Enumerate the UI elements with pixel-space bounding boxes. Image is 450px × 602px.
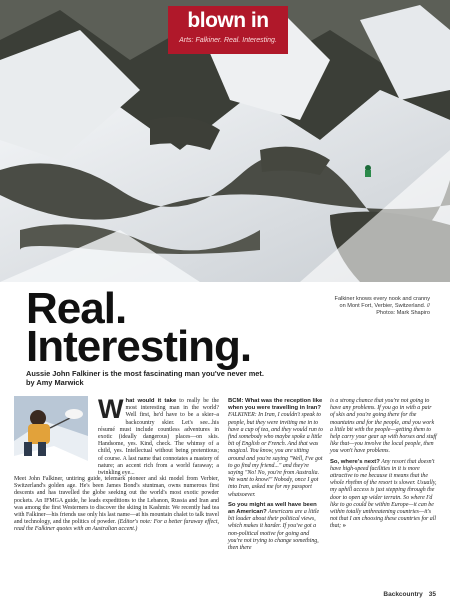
deck-text: Aussie John Falkiner is the most fascinating man you've never met. xyxy=(26,369,264,378)
editor-note: (Editor's note: For a better faraway effect, read the Falkiner quotes with an Australian accent.) xyxy=(14,519,219,533)
intro-body: to really be the most interesting man in the world? Well first, he'd have to be a skier–a backcountry skier. Let's see...his résumé must include countless adventures in exotic (ideally dangerous) places—on skis. Handsome, yes. Kind, check. The whimsy of a child, yes. Intellectual without being pretentious; of course. A last name that connotates a mastery of nature; an accent rich from a world faraway; a twinkling eye... xyxy=(98,398,219,477)
section-tag xyxy=(168,6,288,54)
section-subtitle: Arts: Falkiner. Real. Interesting. xyxy=(179,37,277,44)
skier-portrait-image xyxy=(14,396,88,474)
section-title: blown in xyxy=(187,9,269,32)
answer-american: Americans are a little bit louder about their political views, which makes it harder. If you've got a non-political motive for going and you're not trying to change something, then there xyxy=(228,509,320,552)
interview-column-3 xyxy=(330,398,437,531)
magazine-name: Backcountry xyxy=(383,591,423,598)
byline: by Amy Marwick xyxy=(26,378,84,387)
question-iran: BCM: What was the reception like when you were travelling in Iran? xyxy=(228,398,323,412)
inset-photo xyxy=(14,396,88,474)
answer-american-continued: is a strong chance that you're not going to have any problems. If you go in with a pair of skis and you're going there for the mountains and for the people, and you work a little bit with the people—getting them to help carry your gear up with horses and stuff like that—you involve the local people, then you won't have problems. xyxy=(330,398,437,455)
page-footer xyxy=(383,591,436,598)
intro-paragraph xyxy=(98,394,219,477)
hero-photo xyxy=(0,0,450,282)
headline-line-1: Real. xyxy=(26,284,127,333)
drop-cap: W xyxy=(98,394,124,424)
question-next: So, where's next? xyxy=(330,458,380,465)
answer-next: Any resort that doesn't have high-speed facilities in it is more attractive to me because it means that the whole rhythm of the resort is slower. Usually, my uphill access is just stepping through the door to open up wider terrain. So where I'd like to go could be within Europe—it can be within totally unthreatening countries—it's not that I am choosing these countries for all that; xyxy=(330,458,437,530)
answer-iran: FALKINER: In Iran, I couldn't speak to people, but they were inviting me in to have a cup of tea, and they would run to find somebody who maybe spoke a little bit of English or French. And that was magical. You know, you are sitting around and you're saying "Well, I've got to go find my friend..." and they're saying "No! No, you're from Australia. We want to know!" Nobody, once I got into Iran, asked me for my passport whatsoever. xyxy=(228,412,323,498)
qa-american xyxy=(228,502,324,552)
interview-column-2 xyxy=(228,398,324,552)
article-deck xyxy=(26,369,406,387)
headline-line-2: Interesting. xyxy=(26,322,252,371)
page-number: 35 xyxy=(428,591,436,598)
second-paragraph-text: Meet John Falkiner, untiring guide, telemark pioneer and ski model from Verbier, Switzerland's golden age. He's been James Bond's stuntman, owns numerous first descents and has travelled the globe seeking out the world's most exotic powder pockets. An IFMGA guide, he leads expeditions to the Lebanon, Russia and Iran and was among the first Westerners to discover the skiing in Kashmir. We recently had tea with Falkiner—his friends use only his last name—at his mountain chalet to talk travel and technology, and the politics of powder. xyxy=(14,476,219,526)
second-paragraph xyxy=(14,476,219,534)
qa-next xyxy=(330,459,437,531)
intro-lead: hat would it take xyxy=(125,398,177,404)
photo-caption: Falkiner knows every nook and cranny on Mont Fort, Verbier, Switzerland. // Photos: Mark Shapiro xyxy=(334,296,430,316)
question-american: So you might as well have been an American? xyxy=(228,501,317,516)
qa-iran xyxy=(228,398,324,499)
headline xyxy=(26,284,252,371)
continue-mark: » xyxy=(342,523,346,530)
